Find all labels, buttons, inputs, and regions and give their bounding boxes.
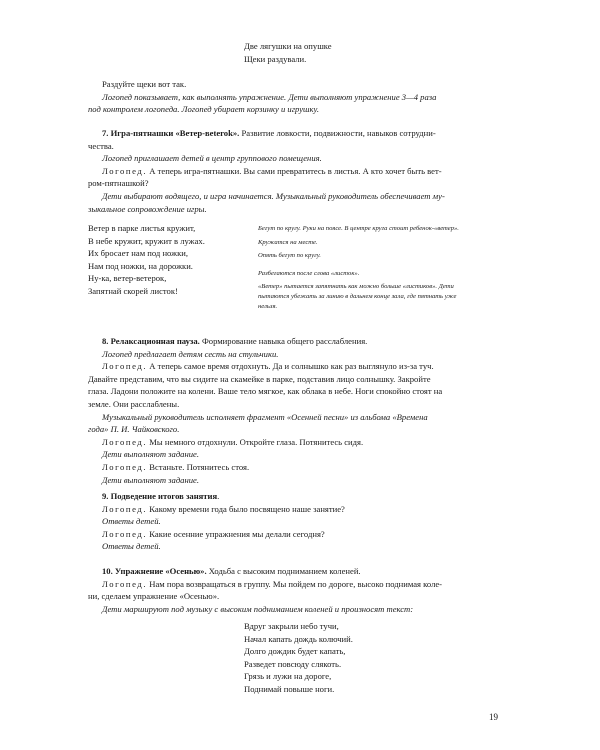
speech: Мы немного отдохнули. Откройте глаза. Потянитесь сидя.: [147, 436, 364, 447]
speech-line: [88, 503, 512, 516]
speech: Какие осенние упражнения мы делали сегодня?: [147, 528, 325, 539]
instruction: года» П. И. Чайковского.: [88, 424, 180, 435]
section-goal: Формирование навыка общего расслабления.: [199, 336, 368, 346]
speaker: Логопед.: [102, 528, 148, 539]
instruction: Дети маршируют под музыку с высоким подниманием коленей и произносят текст:: [102, 603, 414, 614]
section-heading-line: [88, 565, 512, 578]
page-number: 19: [489, 712, 498, 722]
instruction: зыкальное сопровождение игры.: [88, 203, 207, 214]
section-goal: Развитие ловкости, подвижности, навыков сотрудни-: [239, 128, 436, 138]
instruction: Ответы детей.: [102, 541, 161, 552]
stage-note: Бегут по кругу. Руки на поясе. В центре круга стоит ребенок-«ветер».: [258, 225, 459, 232]
section-title: 9. Подведение итогов занятия: [102, 491, 218, 501]
speech: Нам пора возвращаться в группу. Мы пойдем по дороге, высоко поднимая коле-: [147, 578, 443, 589]
instruction: Ответы детей.: [102, 516, 161, 527]
section-10: [88, 565, 512, 615]
section-title: 8. Релаксационная пауза.: [102, 336, 200, 346]
speech-cont: ром-пятнашкой?: [88, 178, 149, 189]
instruction: Логопед приглашает детей в центр группового помещения.: [102, 153, 322, 164]
speech-cont: земле. Они расслаблены.: [88, 398, 180, 409]
section-goal: Ходьба с высоким подниманием коленей.: [206, 566, 361, 576]
speech: А теперь самое время отдохнуть. Да и солнышко как раз выглянуло из-за туч.: [147, 361, 434, 372]
section-8: [88, 335, 512, 486]
speech-cont: глаза. Ладони положите на колени. Ваше тело мягкое, как облака в небе. Ноги спокойно стоят на: [88, 386, 443, 397]
speaker: Логопед.: [102, 436, 148, 447]
speech-line: [88, 360, 512, 373]
instruction: под контролем логопеда. Логопед убирает корзинку и игрушку.: [88, 104, 319, 115]
section-heading-line: [88, 335, 512, 348]
speech-cont: ни, сделаем упражнение «Осенью».: [88, 591, 220, 602]
stage-note: нельзя.: [258, 303, 278, 310]
section-heading-line: [88, 127, 512, 140]
instruction: Логопед показывает, как выполнять упражнение. Дети выполняют упражнение 3—4 раза: [102, 91, 437, 102]
speech-line: [88, 461, 512, 474]
poem-line: Ну-ка, ветер-ветерок,: [88, 273, 167, 284]
speaker: Логопед.: [102, 578, 148, 589]
speaker: Логопед.: [102, 361, 148, 372]
section-title: 7. Игра-пятнашки «Ветер-веterok».: [102, 128, 240, 138]
speech-line: [88, 436, 512, 449]
instruction: Музыкальный руководитель исполняет фрагмент «Осенней песни» из альбома «Времена: [102, 411, 428, 422]
speaker: Логопед.: [102, 461, 148, 472]
intro-poem: [244, 40, 332, 65]
heading-dot: .: [217, 491, 220, 501]
instruction: Дети выполняют задание.: [102, 449, 199, 460]
speech: Встаньте. Потянитесь стоя.: [147, 461, 250, 472]
poem-line: Поднимай повыше ноги.: [244, 683, 335, 694]
poem-line: Долго дождик будет капать,: [244, 646, 346, 657]
poem-line: Их бросает нам под ножки,: [88, 248, 188, 259]
final-poem: [244, 620, 353, 696]
speech-line: [88, 528, 512, 541]
speech-line: [88, 578, 512, 591]
stage-note: Опять бегут по кругу.: [258, 252, 321, 259]
section-heading-line: [88, 490, 512, 503]
game-poem: [88, 222, 205, 298]
section-goal-cont: чества.: [88, 140, 114, 151]
poem-line: Запятнай скорей листок!: [88, 285, 178, 296]
stage-note: пытаются убежать за линию в дальнем конце зала, где пятнать уже: [258, 293, 457, 300]
section-7: [88, 127, 512, 215]
instruction: Дети выполняют задание.: [102, 474, 199, 485]
poem-line: Две лягушки на опушке: [244, 41, 332, 51]
speech-cont: Давайте представим, что вы сидите на скамейке в парке, подставив лицо солнышку. Закройте: [88, 373, 431, 384]
speaker: Логопед.: [102, 165, 148, 176]
section-9: [88, 490, 512, 553]
section-title: 10. Упражнение «Осенью».: [102, 566, 207, 576]
speech: А теперь игра-пятнашки. Вы сами превратитесь в листья. А кто хочет быть вет-: [147, 165, 442, 176]
speech-line: [88, 165, 512, 178]
speech: Какому времени года было посвящено наше занятие?: [147, 503, 345, 514]
poem-line: Вдруг закрыли небо тучи,: [244, 621, 339, 631]
stage-note: «Ветер» пытается запятнать как можно больше «листиков». Дети: [258, 283, 454, 290]
poem-line: Начал капать дождь колючий.: [244, 633, 353, 644]
speaker: Логопед.: [102, 503, 148, 514]
poem-line: Грязь и лужи на дороге,: [244, 671, 332, 682]
poem-line: Ветер в парке листья кружит,: [88, 223, 196, 233]
poem-line: Щеки раздували.: [244, 53, 307, 64]
intro-paragraphs: [88, 78, 512, 116]
poem-line: Нам под ножки, на дорожки.: [88, 260, 193, 271]
stage-note: Кружатся на месте.: [258, 239, 318, 246]
stage-note: Разбегаются после слова «листок».: [258, 270, 360, 277]
instruction: Логопед предлагает детям сесть на стульчики.: [102, 348, 279, 359]
poem-line: В небе кружит, кружит в лужах.: [88, 235, 205, 246]
instruction: Дети выбирают водящего, и игра начинается. Музыкальный руководитель обеспечивает му-: [102, 190, 445, 201]
poem-line: Разведет повсюду слякоть.: [244, 658, 342, 669]
paragraph: Раздуйте щеки вот так.: [102, 79, 187, 89]
